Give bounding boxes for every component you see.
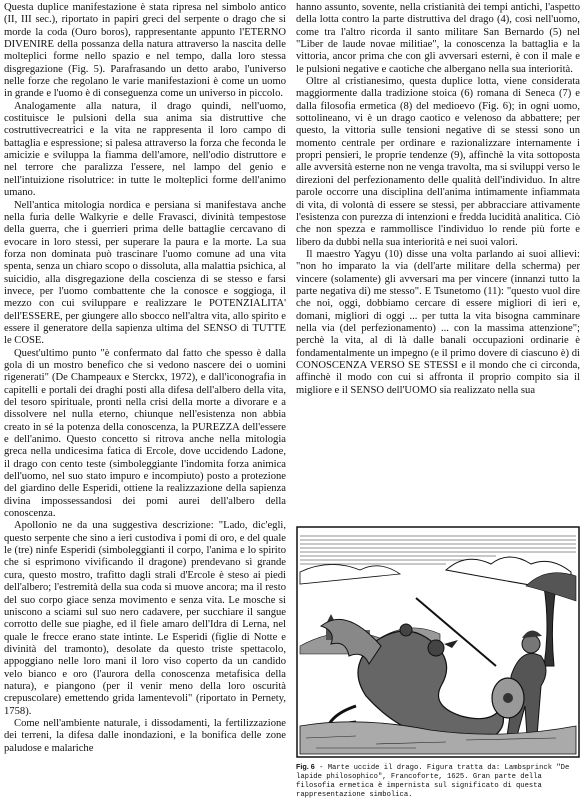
paragraph: Apollonio ne da una suggestiva descrizione: "Lado, dic'egli, questo serpente che sino a ieri custodiva i pomi di oro, e del quale le (tre) ninfe Esperidi (simboleggianti il corpo, l'anima e lo spirito che si esprimono vivificando il dragone) prendevano sì grande cura, questo mostro, trafitto dagli strali d'Ercole è steso ai piedi dell'albero; l'estremità della sua coda si muove ancora; ma il resto del suo corpo giace senza movimento e senza vita. Le mosche si uniscono a sciami sul suo nero cadavere, per succhiare il sangue corrotto delle sue piaghe, ed il fiele amaro dell'Idra di Lerna, nel quale le frecce erano state intinte. Le Esperidi (figlie di Notte e divinità del tramonto), desolate da questo triste spettacolo, appoggiano nelle loro mani il loro viso coperto da un candido velo bianco e oro (l'aurora della conoscenza metafisica della natura), e piangono (per il venir meno della loro oscurità crepuscolare) emettendo grida lamentevoli" (riportato in Pernety, 1758). [4,520,286,717]
engraving-mars-slays-dragon [296,526,580,758]
left-text-column [4,2,286,755]
paragraph: hanno assunto, sovente, nella cristianità dei tempi antichi, l'aspetto della lotta contro la parte distruttiva del drago (4), così nell'uomo, come tra l'altro ricorda il santo militare San Bernardo (5) nel "Liber de laude novae militiae", la conoscenza la battaglia e la vittoria, ancor prima che con gli avversari esterni, è con il male e le pulsioni negative e caotiche che albergano nella sua interiorità. [296,2,580,75]
paragraph: Questa duplice manifestazione è stata ripresa nel simbolo antico (II, III sec.), riportato in papiri greci del serpente o drago che si morde la coda (Ouro boros), rappresentante appunto l'ETERNO DIVENIRE della possanza della natura attraverso la nascita delle molteplici forme nello spazio e nel tempo, dalla loro stessa disgregazione (Fig. 5). Parafrasando un detto arabo, l'universo nelle forze che regolano le varie manifestazioni è come un uomo in grande e l'uomo è di conseguenza come un universo in piccolo. [4,2,286,100]
paragraph: Il maestro Yagyu (10) disse una volta parlando ai suoi allievi: "non ho imparato la via (dell'arte militare della scherma) per vincere (solamente) gli avversari ma per vincere (innanzi tutto la parte negativa di) me stesso". E Tsunetomo (11): "questo vuol dire che noi, oggi, dobbiamo cercare di essere migliori di ieri e, domani, migliori di oggi ... per tutta la vita bisogna camminare nella via (del perfezionamento) ... con la massima attenzione"; perchè la vita, al di là dalle banali occupazioni ordinarie è fondamentalmente un impegno (e il primo dovere di ciascuno è) di CONOSCENZA VERSO SE STESSI e il mondo che ci circonda, affinchè il modo con cui si affronta il proprio compito sia il migliore e il SENSO dell'UOMO sia realizzato nella sua [296,248,580,396]
figure-label: Fig. 6 [296,762,315,771]
right-text-column [296,2,580,397]
paragraph: Analogamente alla natura, il drago quindi, nell'uomo, costituisce le pulsioni della sua anima sia distruttive che costruttivecreatrici e la vita ne rappresenta il loro campo di battaglia e espressione; si palesa attraverso la forza che feconda le amicizie e sviluppa la fiamma dell'amore, nell'odio distruttore e nel terrore che paralizza l'essere, nel lampo del genio e nell'intuizione risolutrice: in tutte le molteplici forme dell'animo umano. [4,100,286,199]
caption-text: - Marte uccide il drago. Figura tratta da: Lambsprinck "De lapide philosophico", Francoforte, 1625. Gran parte della filosofia ermetica è impernista sul significato di questa rappresentazione simbolica. [296,764,570,799]
paragraph: Nell'antica mitologia nordica e persiana si manifestava anche nella furia delle Walkyrie e delle Fravasci, divinità tempestose della guerra, che i guerrieri prima delle battaglie cercavano di evocare in loro stessi, per superare la paura e la morte. La sua forza non dominata può trascinare l'uomo comune ad una vita spenta, senza un chiaro scopo o dissoluta, alla malattia psichica, al suicidio, alla disgregazione della coscienza di se stesso e farsi invece, per l'uomo combattente che la conosce e soggioga, il mezzo con cui sviluppare e realizzare le POTENZIALITA' dell'ESSERE, per giungere allo sbocco nell'altra vita, allo spirito e essere il generatore della sapienza ultima del SENSO di TUTTE le COSE. [4,199,286,347]
paragraph: Oltre al cristianesimo, questa duplice lotta, viene considerata maggiormente dalla tradizione stoica (6) romana di Seneca (7) e dalla filosofia ermetica (8) del medioevo (Fig. 6); in ogni uomo, sottolineano, vi è un drago caotico e velenoso da abbattere; per questo, la vittoria sulle tensioni negative di se stessi sono un momento centrale per ordinare e razionalizzare internamente i propri pensieri, le proprie tendenze (9), affinchè la vita sottoposta alle avversità esterne non ne venga travolta, ma si sviluppi verso le direzioni del perfezionamento delle qualità dell'individuo. In altre parole occorre una disciplina dell'anima intimamente infiammata di vita, di volontà di essere se stessi, per abbracciare attivamente l'esistenza con purezza di intenzioni e fredda lucidità analitica. Ciò che non spezza e rammollisce l'individuo lo rende più forte e libero da dubbi nella sua interiorità e nei suoi valori. [296,76,580,248]
paragraph: Quest'ultimo punto "è confermato dal fatto che spesso è dalla gola di un mostro benefico che si vedono nascere dei o uomini rigenerati" (De Champeaux e Sterckx, 1972), e dall'iconografia in capitelli e portali dei draghi posti alla difesa dell'albero della vita, del tesoro spirituale, pronti nella crisi della morte a divorare e a dissolvere nel nulla eterno, chiunque nell'esistenza non abbia creato in sé la potenza della conoscenza, la PUREZZA dell'essere e dell'animo. Questo concetto si ritrova anche nella mitologia greca nella undicesima fatica di Ercole, dove uccidendo Ladone, il drago con cento teste (simboleggiante l'indomita forza animica dell'uomo, nel suo stato impuro e incompiuto) posto a protezione del giardino delle Esperidi, ottiene la realizzazione della sapienza divina impossessandosi dei pomi aurei dell'albero della conoscenza. [4,347,286,520]
paragraph: Come nell'ambiente naturale, i dissodamenti, la fertilizzazione dei terreni, la difesa dalle inondazioni, e la bonifica delle zone paludose e malariche [4,717,286,754]
figure-caption [296,762,580,800]
